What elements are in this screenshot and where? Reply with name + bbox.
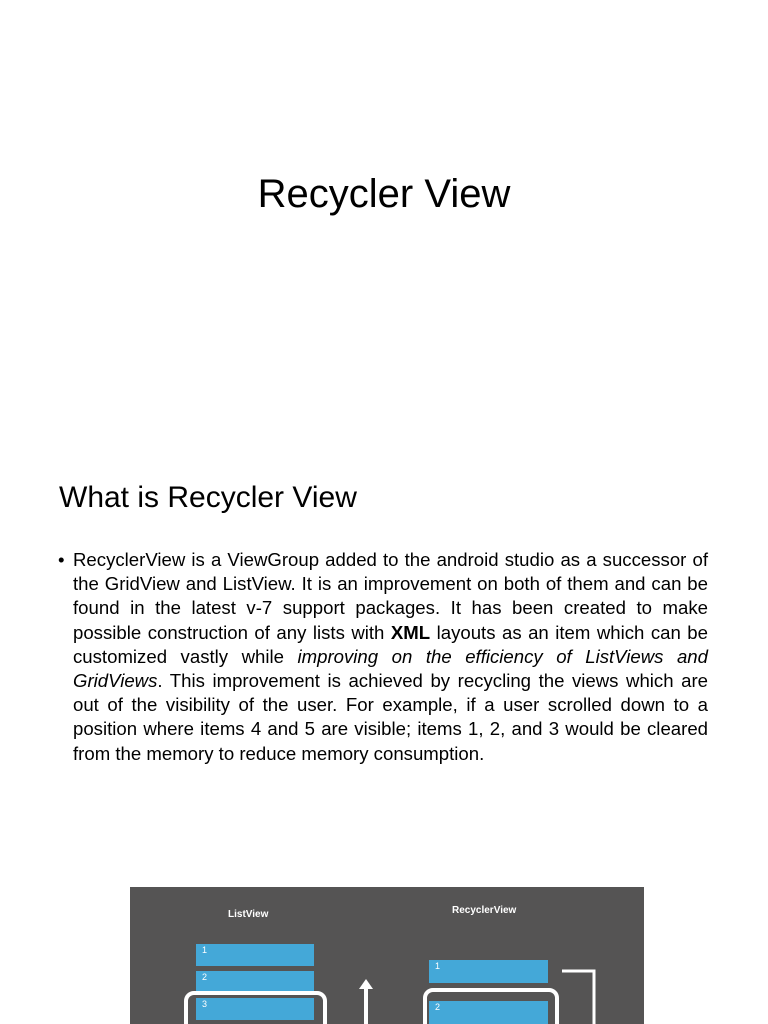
recyclerview-label: RecyclerView	[452, 905, 517, 916]
bullet-text	[73, 548, 708, 766]
recyclerview-item: 1	[429, 960, 548, 983]
bullet-marker: •	[58, 549, 65, 570]
listview-item: 2	[196, 971, 314, 993]
listview-item: 3	[196, 998, 314, 1020]
listview-item: 1	[196, 944, 314, 966]
diagram-listview-vs-recyclerview	[130, 887, 644, 1024]
paragraph-text-3: . This improvement is achieved by recycling the views which are out of the visibility of the user. For example, if a user scrolled down to a position where items 4 and 5 are visible; items 1, 2, and 3 would be cleared from the memory to reduce memory consumption.	[73, 670, 708, 764]
scroll-arrow	[358, 979, 374, 1024]
paragraph-italic: improving on the efficiency of ListViews and GridViews	[73, 645, 708, 692]
bullet-item	[58, 548, 708, 766]
recyclerview-item: 2	[429, 1001, 548, 1024]
paragraph-text-1: RecyclerView is a ViewGroup added to the android studio as a successor of the GridView and ListView. It is an improvement on both of them and can be found in the latest v-7 support packages. It has been created to make possible construction of any lists with	[73, 549, 708, 643]
section-heading: What is Recycler View	[59, 481, 357, 514]
listview-label: ListView	[228, 909, 269, 920]
recycle-connector	[562, 969, 598, 1024]
slide-title: Recycler View	[257, 172, 511, 216]
paragraph-text-2: layouts as an item which can be customized vastly while	[73, 621, 708, 667]
listview-viewport-frame	[184, 991, 327, 1024]
recyclerview-viewport-frame	[423, 988, 559, 1024]
paragraph-bold-xml: XML	[390, 621, 431, 643]
